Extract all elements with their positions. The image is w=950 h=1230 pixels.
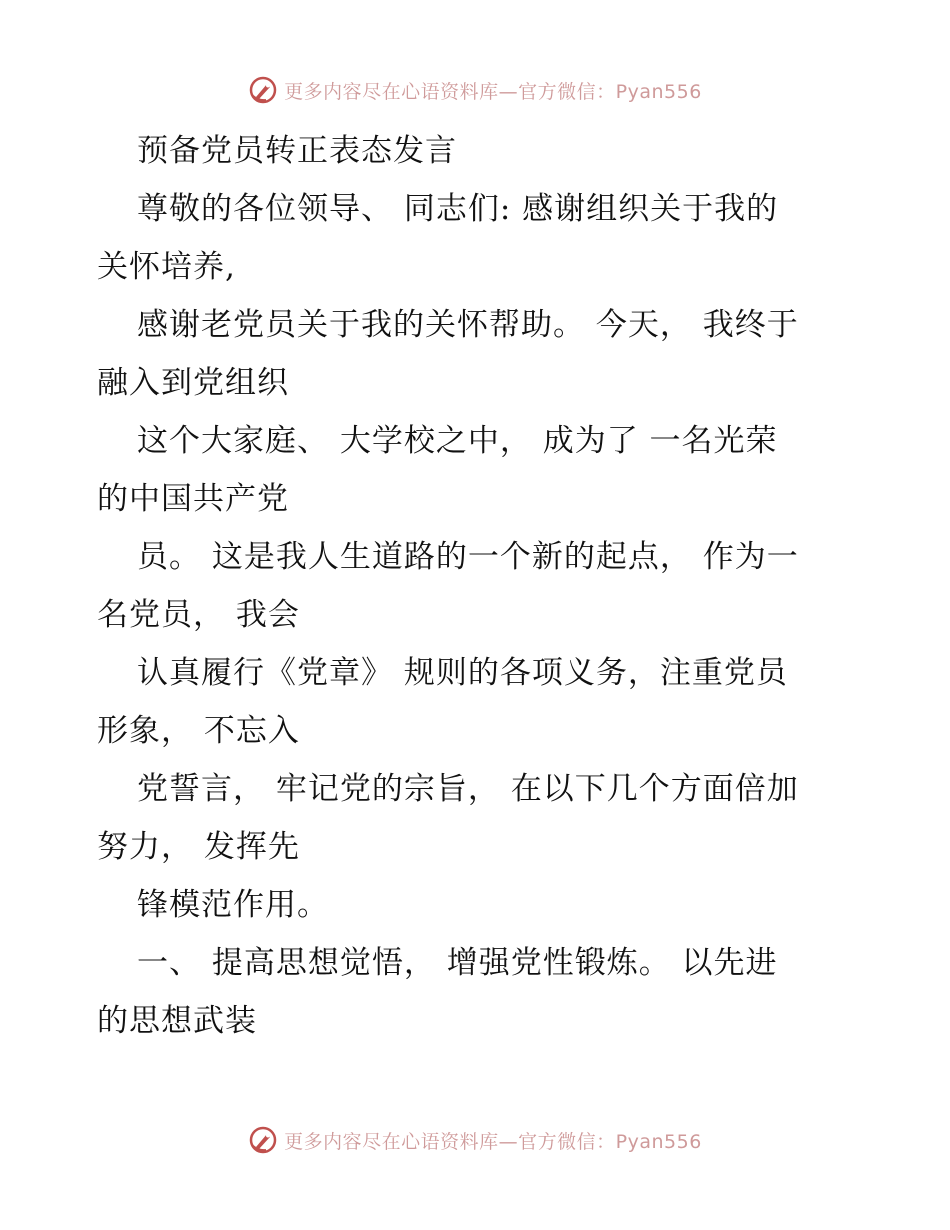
document-line: 的思想武装 — [97, 1003, 257, 1039]
document-line: 尊敬的各位领导、 同志们: 感谢组织关于我的 — [137, 191, 779, 227]
document-line: 感谢老党员关于我的关怀帮助。 今天， 我终于 — [137, 307, 799, 343]
document-line: 一、 提高思想觉悟， 增强党性锻炼。 以先进 — [137, 945, 778, 981]
document-line: 名党员， 我会 — [97, 597, 300, 633]
footer-banner — [0, 1120, 950, 1160]
document-line: 这个大家庭、 大学校之中， 成为了 一名光荣 — [137, 423, 778, 459]
document-line: 员。 这是我人生道路的一个新的起点， 作为一 — [137, 539, 799, 575]
document-line: 形象， 不忘入 — [97, 713, 300, 749]
document-line: 的中国共产党 — [97, 481, 289, 517]
pen-nib-logo-icon — [248, 1125, 278, 1155]
document-line: 锋模范作用。 — [137, 887, 329, 923]
document-line: 党誓言， 牢记党的宗旨， 在以下几个方面倍加 — [137, 771, 799, 807]
document-line: 融入到党组织 — [97, 365, 289, 401]
document-body — [97, 122, 857, 1050]
header-banner — [0, 70, 950, 110]
document-line: 努力， 发挥先 — [97, 829, 300, 865]
document-title: 预备党员转正表态发言 — [137, 133, 457, 169]
pen-nib-logo-icon — [248, 75, 278, 105]
document-line: 关怀培养, — [97, 249, 236, 285]
footer-banner-text: 更多内容尽在心语资料库—官方微信：Pyan556 — [284, 1130, 702, 1153]
document-line: 认真履行《党章》 规则的各项义务，注重党员 — [137, 655, 788, 691]
header-banner-text: 更多内容尽在心语资料库—官方微信：Pyan556 — [284, 80, 702, 103]
